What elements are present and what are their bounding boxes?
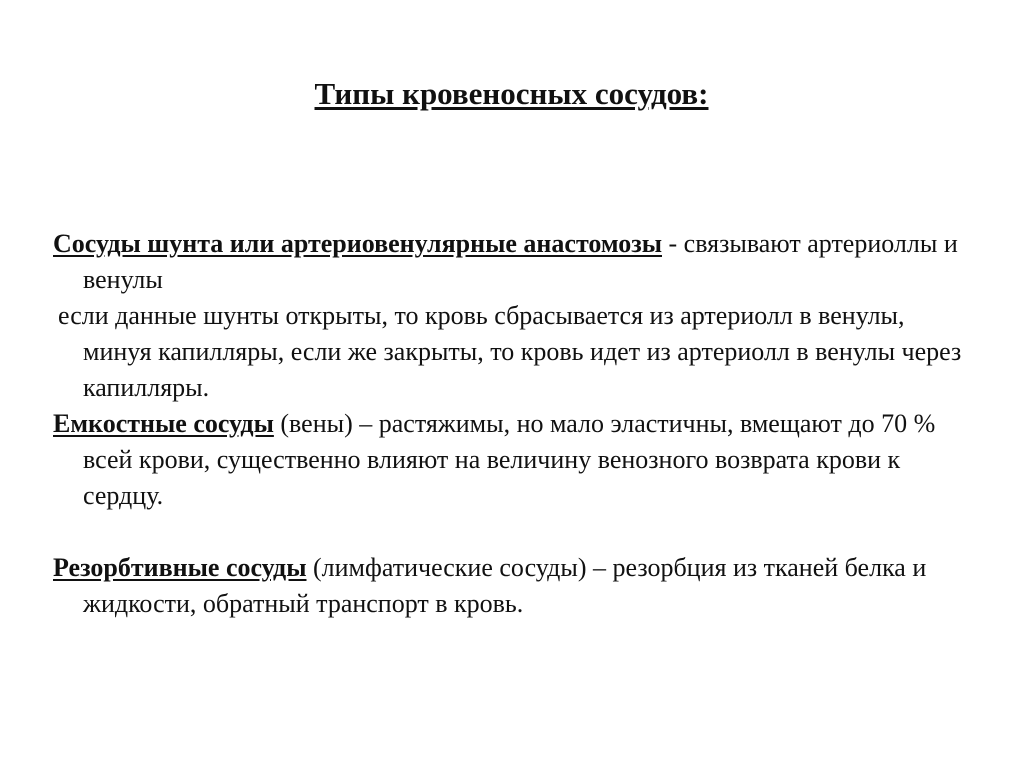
shunt-description: - связывают артериоллы и венулы <box>83 229 958 294</box>
paragraph-gap <box>53 514 973 550</box>
slide-title: Типы кровеносных сосудов: <box>314 76 709 111</box>
capacitive-paragraph <box>53 406 973 514</box>
shunt-term: Сосуды шунта или артериовенулярные анастомозы <box>53 229 662 258</box>
resorptive-term: Резорбтивные сосуды <box>53 553 307 582</box>
capacitive-description: (вены) – растяжимы, но мало эластичны, вмещают до 70 % всей крови, существенно влияют на величину венозного возврата крови к сердцу. <box>83 409 936 510</box>
capacitive-term: Емкостные сосуды <box>53 409 274 438</box>
shunt-paragraph <box>53 226 973 298</box>
resorptive-paragraph <box>53 550 973 622</box>
shunt-note-paragraph: если данные шунты открыты, то кровь сбрасывается из артериолл в венулы, минуя капилляры, если же закрыты, то кровь идет из артериолл в венулы через капилляры. <box>58 301 962 402</box>
slide-body <box>53 226 973 622</box>
resorptive-description: (лимфатические сосуды) – резорбция из тканей белка и жидкости, обратный транспорт в кровь. <box>83 553 927 618</box>
